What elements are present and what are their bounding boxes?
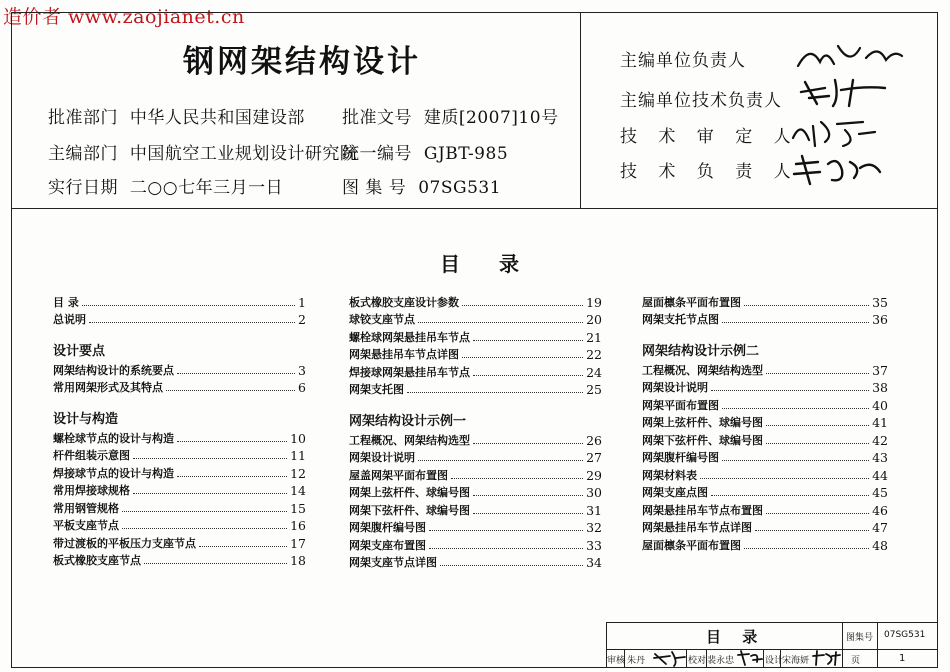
toc-entry-page: 19 — [586, 294, 602, 310]
toc-entry-page: 17 — [290, 535, 306, 551]
toc-entry-label: 网架下弦杆件、球编号图 — [349, 503, 470, 517]
toc-leader-dots — [711, 390, 869, 391]
toc-entry-page: 16 — [290, 518, 306, 533]
toc-entry-label: 网架悬挂吊车节点详图 — [642, 521, 752, 534]
toc-gap — [53, 327, 306, 337]
atlas-no — [342, 173, 501, 198]
chief-dept-label: 主编部门 — [48, 144, 118, 164]
designer-signature — [810, 648, 842, 668]
toc-leader-dots — [766, 513, 869, 514]
toc-entry[interactable] — [349, 500, 602, 518]
toc-leader-dots — [473, 340, 583, 341]
toc-entry[interactable] — [642, 395, 888, 413]
toc-entry-page: 32 — [586, 520, 602, 535]
toc-entry-label: 屋面檩条平面布置图 — [642, 538, 741, 552]
atlas-no-value: 07SG531 — [418, 178, 502, 198]
toc-entry-page: 38 — [872, 380, 888, 395]
toc-entry-page: 15 — [290, 500, 306, 516]
title-block-name: 目 录 — [706, 628, 758, 646]
header-vertical-divider — [580, 12, 581, 208]
toc-entry-page: 45 — [872, 485, 888, 500]
toc-entry-label: 网架材料表 — [642, 468, 697, 482]
toc-section-heading: 设计要点 — [53, 344, 106, 359]
toc-entry-page: 26 — [586, 432, 602, 448]
toc-entry-page: 34 — [586, 555, 602, 570]
toc-entry-label: 网架支座布置图 — [349, 538, 426, 552]
toc-leader-dots — [440, 565, 583, 566]
toc-leader-dots — [166, 390, 295, 391]
toc-entry-page: 1 — [298, 294, 306, 310]
approve-dept-value: 中华人民共和国建设部 — [129, 108, 305, 128]
toc-leader-dots — [177, 476, 287, 477]
toc-leader-dots — [429, 530, 583, 531]
toc-entry-label: 网架悬挂吊车节点详图 — [349, 348, 459, 361]
toc-entry-page: 18 — [290, 553, 306, 568]
toc-leader-dots — [429, 548, 583, 549]
toc-leader-dots — [766, 373, 869, 374]
toc-entry-label: 网架悬挂吊车节点布置图 — [642, 503, 763, 517]
toc-leader-dots — [766, 425, 869, 426]
toc-entry-label: 网架下弦杆件、球编号图 — [642, 433, 763, 447]
toc-title: 目 录 — [440, 252, 521, 276]
title-block-vdivider-2 — [877, 622, 878, 668]
toc-entry[interactable] — [53, 378, 306, 396]
reviewer-signature — [652, 648, 686, 668]
toc-entry[interactable] — [642, 378, 888, 396]
toc-entry-page: 10 — [290, 430, 306, 446]
toc-entry[interactable] — [53, 310, 306, 328]
title-block-atlas-no: 07SG531 — [884, 630, 926, 640]
toc-entry-label: 螺栓球网架悬挂吊车节点 — [349, 330, 470, 344]
resp-chief-tech: 主编单位技术负责人 — [620, 91, 782, 111]
toc-entry-label: 常用网架形式及其特点 — [53, 381, 163, 394]
toc-entry-page: 43 — [872, 450, 888, 465]
toc-entry[interactable] — [642, 465, 888, 483]
toc-entry[interactable] — [642, 310, 888, 328]
toc-entry-page: 48 — [872, 537, 888, 553]
toc-entry[interactable] — [53, 446, 306, 464]
title-block-reviewer: 朱丹 — [627, 656, 646, 666]
toc-entry-label: 球铰支座节点 — [349, 313, 415, 326]
toc-entry[interactable] — [53, 463, 306, 481]
toc-entry-label: 网架结构设计的系统要点 — [53, 363, 174, 377]
tb-cell-divider-d — [763, 649, 764, 668]
toc-entry[interactable] — [53, 551, 306, 569]
toc-entry[interactable] — [349, 362, 602, 380]
toc-entry-label: 网架上弦杆件、球编号图 — [349, 486, 470, 499]
toc-entry[interactable] — [349, 327, 602, 345]
resp-tech-approver: 技 术 审 定 人 — [620, 127, 792, 147]
toc-entry-page: 41 — [872, 415, 888, 430]
toc-entry-page: 12 — [290, 465, 306, 481]
toc-leader-dots — [407, 392, 583, 393]
toc-entry-page: 47 — [872, 520, 888, 535]
toc-entry[interactable] — [642, 535, 888, 553]
toc-entry[interactable] — [53, 516, 306, 534]
toc-column-1 — [53, 292, 306, 568]
toc-leader-dots — [722, 460, 869, 461]
toc-entry-page: 14 — [290, 483, 306, 498]
title-block-page-label: 页 — [851, 656, 861, 666]
signature-1 — [790, 36, 910, 76]
title-block-designer: 宋海妍 — [782, 656, 810, 666]
toc-entry[interactable] — [349, 465, 602, 483]
unified-no — [342, 139, 508, 164]
toc-entry-label: 屋面檩条平面布置图 — [642, 295, 741, 309]
toc-entry[interactable] — [642, 430, 888, 448]
toc-entry[interactable] — [53, 481, 306, 499]
toc-entry-label: 螺栓球节点的设计与构造 — [53, 431, 174, 445]
toc-entry[interactable] — [53, 292, 306, 310]
toc-leader-dots — [722, 408, 869, 409]
toc-entry-label: 常用钢管规格 — [53, 501, 119, 515]
toc-entry-page: 31 — [586, 502, 602, 518]
signature-2 — [795, 72, 905, 112]
toc-entry[interactable] — [642, 292, 888, 310]
unified-no-label: 统一编号 — [342, 144, 412, 164]
toc-leader-dots — [462, 305, 583, 306]
signature-3 — [785, 112, 885, 152]
toc-entry-label: 焊接球节点的设计与构造 — [53, 466, 174, 480]
impl-date — [48, 173, 283, 198]
toc-entry-page: 29 — [586, 467, 602, 483]
toc-entry[interactable] — [53, 360, 306, 378]
toc-entry-label: 带过渡板的平板压力支座节点 — [53, 536, 196, 550]
toc-entry[interactable] — [642, 413, 888, 431]
impl-date-value: 二○○七年三月一日 — [129, 178, 284, 198]
resp-chief-unit: 主编单位负责人 — [620, 51, 746, 71]
toc-leader-dots — [711, 495, 869, 496]
toc-leader-dots — [418, 322, 583, 323]
chief-dept-value: 中国航空工业规划设计研究院 — [129, 144, 358, 164]
toc-leader-dots — [82, 305, 295, 306]
toc-column-3 — [642, 292, 888, 553]
toc-entry[interactable] — [349, 345, 602, 363]
toc-entry[interactable] — [642, 360, 888, 378]
toc-entry-label: 板式橡胶支座节点 — [53, 554, 141, 567]
toc-entry-page: 42 — [872, 432, 888, 448]
checker-signature — [735, 648, 763, 668]
toc-gap — [53, 395, 306, 405]
toc-gap — [642, 327, 888, 337]
toc-leader-dots — [473, 495, 583, 496]
toc-gap — [349, 397, 602, 407]
toc-section-heading: 网架结构设计示例二 — [642, 344, 760, 359]
toc-entry-page: 40 — [872, 397, 888, 413]
atlas-no-label: 图 集 号 — [342, 178, 407, 198]
unified-no-value: GJBT-985 — [423, 144, 509, 164]
toc-leader-dots — [177, 373, 295, 374]
toc-entry-label: 杆件组装示意图 — [53, 449, 130, 462]
toc-entry-page: 22 — [586, 347, 602, 362]
toc-leader-dots — [744, 305, 869, 306]
toc-entry-label: 工程概况、网架结构选型 — [642, 363, 763, 377]
toc-entry[interactable] — [349, 430, 602, 448]
toc-leader-dots — [199, 546, 287, 547]
toc-entry[interactable] — [53, 498, 306, 516]
toc-section-heading: 网架结构设计示例一 — [349, 414, 467, 429]
toc-entry[interactable] — [349, 535, 602, 553]
toc-column-2 — [349, 292, 602, 570]
approve-no-label: 批准文号 — [342, 108, 412, 128]
toc-leader-dots — [700, 478, 869, 479]
toc-leader-dots — [722, 322, 869, 323]
resp-tech-lead: 技 术 负 责 人 — [620, 162, 792, 182]
toc-entry-page: 11 — [290, 448, 306, 463]
toc-entry-label: 网架支座点图 — [642, 486, 708, 499]
chief-dept — [48, 139, 357, 164]
toc-entry-label: 网架设计说明 — [642, 381, 708, 394]
toc-entry[interactable] — [349, 518, 602, 536]
toc-entry-page: 37 — [872, 362, 888, 378]
toc-entry-label: 网架腹杆编号图 — [642, 451, 719, 464]
toc-leader-dots — [755, 530, 869, 531]
toc-entry[interactable] — [53, 533, 306, 551]
toc-entry-page: 2 — [298, 312, 306, 327]
title-block-page-no: 1 — [899, 653, 906, 664]
toc-entry[interactable] — [349, 310, 602, 328]
toc-leader-dots — [473, 513, 583, 514]
tb-cell-divider-b — [686, 649, 687, 668]
toc-entry-label: 网架支托节点图 — [642, 313, 719, 326]
toc-entry-label: 网架支座节点详图 — [349, 556, 437, 569]
toc-entry-page: 33 — [586, 537, 602, 553]
toc-leader-dots — [473, 443, 583, 444]
signature-4 — [788, 150, 888, 190]
toc-entry[interactable] — [642, 518, 888, 536]
toc-entry-label: 网架腹杆编号图 — [349, 521, 426, 534]
toc-entry-label: 工程概况、网架结构选型 — [349, 433, 470, 447]
toc-entry-label: 焊接球网架悬挂吊车节点 — [349, 365, 470, 379]
toc-entry[interactable] — [349, 380, 602, 398]
toc-entry-label: 网架平面布置图 — [642, 398, 719, 412]
toc-leader-dots — [462, 357, 583, 358]
toc-entry-page: 6 — [298, 380, 306, 395]
toc-entry-label: 网架支托图 — [349, 383, 404, 396]
toc-entry[interactable] — [349, 448, 602, 466]
toc-entry-label: 目 录 — [53, 295, 79, 309]
toc-entry[interactable] — [642, 448, 888, 466]
toc-entry[interactable] — [349, 553, 602, 571]
toc-leader-dots — [122, 511, 287, 512]
toc-leader-dots — [766, 443, 869, 444]
toc-entry-label: 常用焊接球规格 — [53, 484, 130, 497]
title-block-vdivider-1 — [842, 622, 843, 668]
toc-leader-dots — [133, 458, 287, 459]
approve-no-value: 建质[2007]10号 — [423, 108, 559, 128]
toc-entry[interactable] — [642, 483, 888, 501]
toc-entry-label: 网架上弦杆件、球编号图 — [642, 416, 763, 429]
toc-entry-page: 20 — [586, 312, 602, 327]
title-block-checker: 裴永忠 — [707, 656, 735, 666]
toc-entry-page: 3 — [298, 362, 306, 378]
toc-entry-label: 板式橡胶支座设计参数 — [349, 295, 459, 309]
toc-entry-page: 21 — [586, 329, 602, 345]
toc-entry-page: 27 — [586, 450, 602, 465]
toc-leader-dots — [122, 528, 287, 529]
approve-no — [342, 103, 559, 128]
approve-dept-label: 批准部门 — [48, 108, 118, 128]
toc-entry-page: 30 — [586, 485, 602, 500]
title-block-atlas-label: 图集号 — [846, 633, 874, 643]
toc-entry-page: 44 — [872, 467, 888, 483]
toc-leader-dots — [144, 563, 287, 564]
toc-leader-dots — [133, 493, 287, 494]
title-block-review-label: 审核 — [607, 656, 626, 666]
title-block-check-label: 校对 — [688, 656, 707, 666]
toc-entry-label: 网架设计说明 — [349, 451, 415, 464]
toc-leader-dots — [473, 375, 583, 376]
toc-section-heading: 设计与构造 — [53, 412, 119, 427]
toc-entry-page: 35 — [872, 294, 888, 310]
toc-leader-dots — [451, 478, 583, 479]
toc-leader-dots — [177, 441, 287, 442]
approve-dept — [48, 103, 305, 128]
impl-date-label: 实行日期 — [48, 178, 118, 198]
page-title: 钢网架结构设计 — [183, 44, 421, 80]
toc-entry[interactable] — [53, 428, 306, 446]
title-block-design-label: 设计 — [765, 656, 784, 666]
toc-entry[interactable] — [642, 500, 888, 518]
toc-entry-page: 46 — [872, 502, 888, 518]
toc-entry-label: 平板支座节点 — [53, 519, 119, 532]
header-divider — [11, 208, 938, 209]
toc-entry-page: 36 — [872, 312, 888, 327]
toc-leader-dots — [89, 322, 295, 323]
toc-entry-page: 25 — [586, 382, 602, 397]
toc-entry-page: 24 — [586, 364, 602, 380]
toc-leader-dots — [418, 460, 583, 461]
toc-entry-label: 总说明 — [53, 313, 86, 326]
toc-entry-label: 屋盖网架平面布置图 — [349, 468, 448, 482]
toc-entry[interactable] — [349, 292, 602, 310]
toc-entry[interactable] — [349, 483, 602, 501]
toc-leader-dots — [744, 548, 869, 549]
watermark: 造价者 www.zaojianet.cn — [3, 6, 245, 28]
